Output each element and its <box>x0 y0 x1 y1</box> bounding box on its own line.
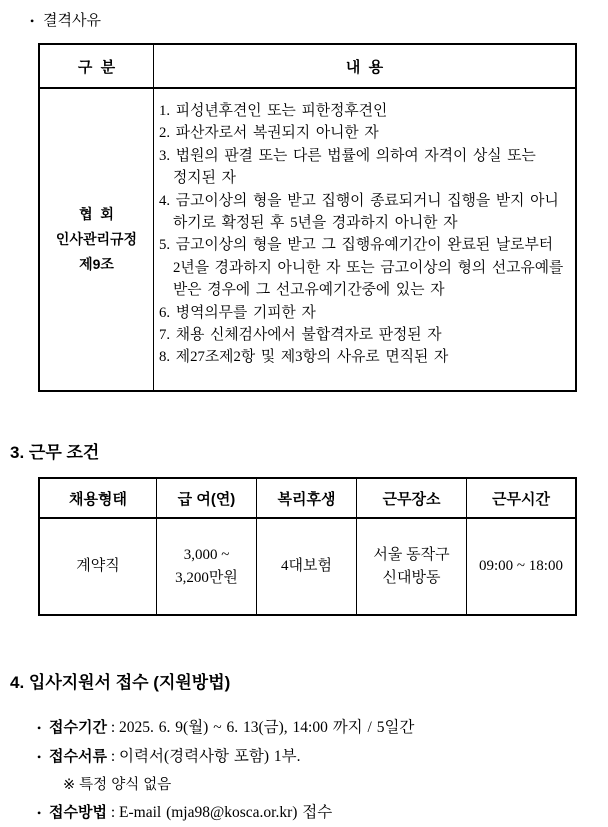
work-conditions-header-row <box>40 479 575 519</box>
disqualification-rule-line: 2년을 경과하지 아니한 자 또는 금고이상의 형의 선고유예를 <box>173 259 564 276</box>
section3-title: 3. 근무 조건 <box>10 443 100 462</box>
bullet-icon: • <box>30 14 35 28</box>
disqualification-rule-line: 7. 채용 신체검사에서 불합격자로 판정된 자 <box>159 327 442 344</box>
disqualification-rule-line: 5. 금고이상의 형을 받고 그 집행유예기간이 완료된 날로부터 <box>159 237 554 254</box>
section4-title: 4. 입사지원서 접수 (지원방법) <box>10 673 231 692</box>
t1-row-header-line: 협 회 <box>79 206 114 222</box>
t1-row-header-line: 제9조 <box>79 256 114 272</box>
bullet-separator: : <box>106 719 120 736</box>
bullet-note: ※ 특정 양식 없음 <box>63 777 172 793</box>
t2-data-cell <box>40 519 157 614</box>
t1-row-header-cell <box>40 89 154 390</box>
disqualification-rule-line: 1. 피성년후견인 또는 피한정후견인 <box>159 103 388 119</box>
t1-header-category: 구 분 <box>40 45 154 87</box>
bullet-value: 2025. 6. 9(월) ~ 6. 13(금), 14:00 까지 / 5일간 <box>119 719 415 736</box>
t2-data-cell <box>157 519 257 614</box>
disqualification-title: 결격사유 <box>43 13 101 29</box>
t1-rules-cell <box>154 89 575 390</box>
bullet-label: 접수서류 <box>49 748 107 765</box>
disqualification-table <box>38 43 577 392</box>
t1-header-content: 내 용 <box>345 58 384 76</box>
work-conditions-body-row <box>40 519 575 614</box>
t2-cell-line: 계약직 <box>76 558 120 574</box>
disqualification-rule-line: 받은 경우에 그 선고유예기간중에 있는 자 <box>173 282 445 299</box>
t2-cell-line: 3,200만원 <box>175 569 238 586</box>
bullet-label: 접수방법 <box>49 804 107 821</box>
disqualification-table-header-row <box>40 45 575 89</box>
disqualification-rule-line: 2. 파산자로서 복권되지 아니한 자 <box>159 125 379 142</box>
disqualification-rule-line: 3. 법원의 판결 또는 다른 법률에 의하여 자격이 상실 또는 <box>159 147 536 164</box>
disqualification-rule-line: 정지된 자 <box>173 170 236 187</box>
t2-column-header: 채용형태 <box>40 479 157 517</box>
application-bullet-row <box>37 803 608 823</box>
t1-row-header-line: 인사관리규정 <box>55 231 138 247</box>
t2-cell-line: 서울 동작구 <box>373 546 450 563</box>
t2-cell-line: 신대방동 <box>382 569 441 586</box>
bullet-separator: : <box>106 748 120 765</box>
application-bullet-row <box>37 718 608 738</box>
t2-data-cell <box>467 519 575 614</box>
bullet-icon: • <box>37 721 42 735</box>
disqualification-rule-line: 6. 병역의무를 기피한 자 <box>159 304 316 321</box>
disqualification-table-body-row <box>40 89 575 390</box>
application-bullet-row <box>37 747 608 767</box>
bullet-value: E-mail (mja98@kosca.or.kr) 접수 <box>119 804 333 821</box>
disqualification-rule-line: 4. 금고이상의 형을 받고 집행이 종료되거니 집행을 받지 아니 <box>159 192 559 209</box>
application-bullets <box>37 718 608 823</box>
t2-column-header: 근무장소 <box>357 479 467 517</box>
t2-column-header: 급 여(연) <box>157 479 257 517</box>
work-conditions-table <box>38 477 577 616</box>
bullet-value: 이력서(경력사항 포함) 1부. <box>119 748 301 765</box>
t2-data-cell <box>357 519 467 614</box>
t2-column-header: 근무시간 <box>492 490 550 508</box>
disqualification-rule-line: 하기로 확정된 후 5년을 경과하지 아니한 자 <box>173 215 458 232</box>
bullet-label: 접수기간 <box>49 719 107 736</box>
bullet-separator: : <box>106 804 120 821</box>
disqualification-rule-line: 8. 제27조제2항 및 제3항의 사유로 면직된 자 <box>159 349 449 366</box>
t2-data-cell <box>257 519 357 614</box>
t2-cell-line: 3,000 ~ <box>183 546 230 563</box>
t2-cell-line: 09:00 ~ 18:00 <box>479 558 563 574</box>
bullet-icon: • <box>37 750 42 764</box>
bullet-icon: • <box>37 806 42 820</box>
disqualification-bullet-line <box>0 0 608 30</box>
t2-column-header: 복리후생 <box>257 479 357 517</box>
t2-cell-line: 4대보험 <box>281 558 332 574</box>
